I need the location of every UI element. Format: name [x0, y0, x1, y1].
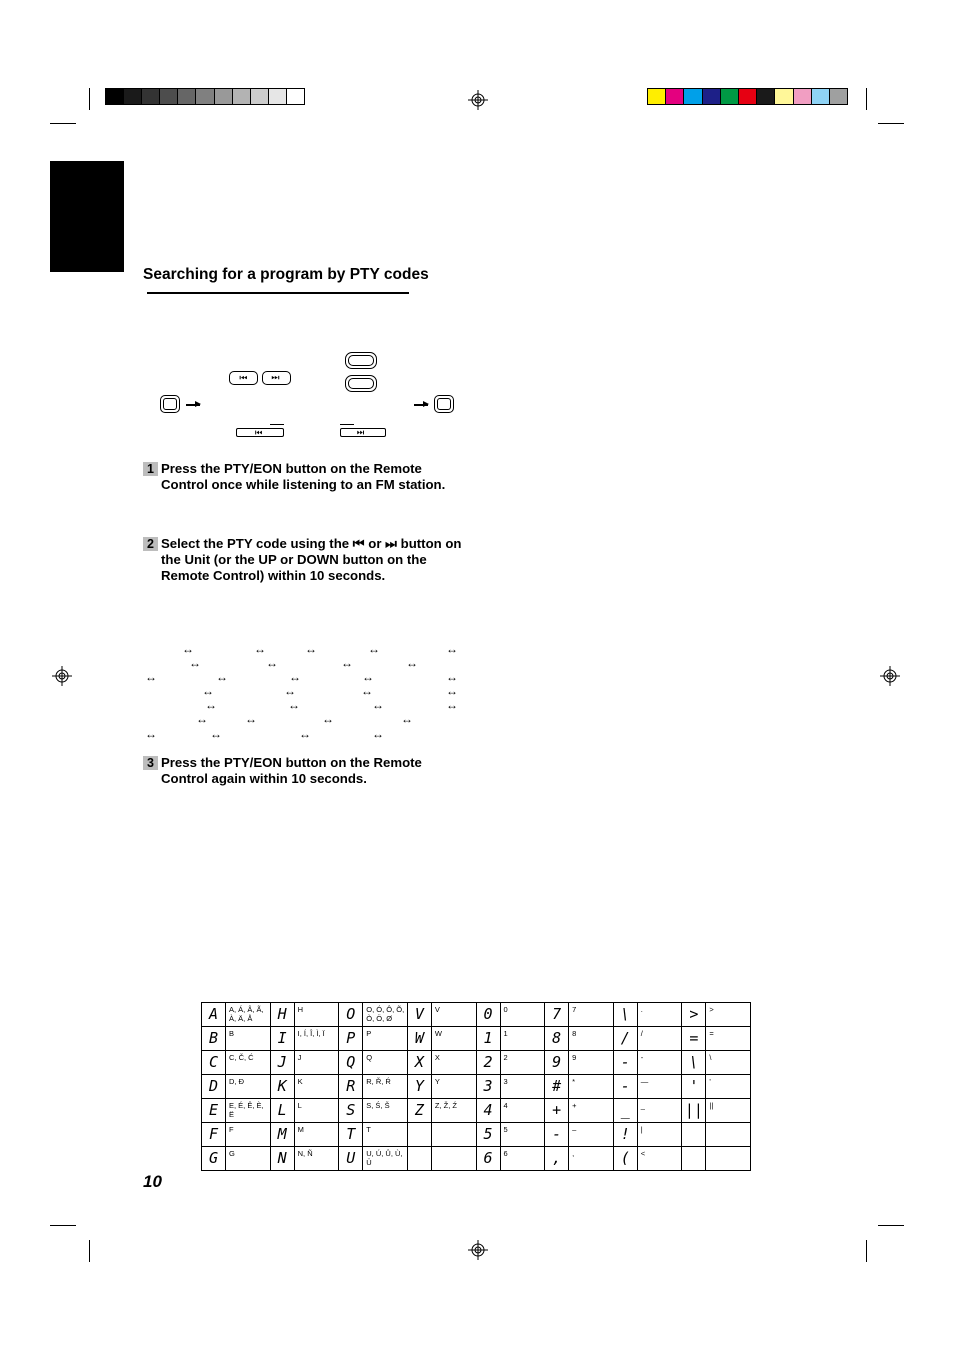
- left-right-arrow-icon: ↔: [446, 698, 458, 712]
- grey-swatch: [269, 89, 287, 104]
- display-glyph: /: [613, 1027, 637, 1051]
- left-right-arrow-icon: ↔: [266, 656, 278, 670]
- crop-mark: [89, 88, 90, 110]
- color-swatch: [739, 89, 757, 104]
- grey-swatch: [124, 89, 142, 104]
- language-tab: [50, 161, 124, 272]
- character-value: 9: [569, 1051, 614, 1075]
- display-glyph: >: [682, 1003, 706, 1027]
- section-heading-text: Searching for a program by PTY codes: [143, 266, 429, 283]
- character-value: 1: [500, 1027, 545, 1051]
- display-glyph: [682, 1147, 706, 1171]
- character-value: .: [637, 1003, 682, 1027]
- left-right-arrow-icon: ↔: [446, 684, 458, 698]
- display-glyph: 5: [476, 1123, 500, 1147]
- display-glyph: B: [202, 1027, 226, 1051]
- display-glyph: X: [407, 1051, 431, 1075]
- display-glyph: I: [270, 1027, 294, 1051]
- grey-swatch: [178, 89, 196, 104]
- display-glyph: Q: [339, 1051, 363, 1075]
- display-glyph: ||: [682, 1099, 706, 1123]
- left-right-arrow-icon: ↔: [401, 712, 413, 726]
- step-2: [143, 536, 463, 584]
- left-right-arrow-icon: ↔: [245, 712, 257, 726]
- display-glyph: \: [613, 1003, 637, 1027]
- right-arrow-icon: [186, 404, 200, 406]
- section-heading: [143, 266, 463, 302]
- table-row: [202, 1123, 751, 1147]
- display-glyph: F: [202, 1123, 226, 1147]
- character-value: —: [637, 1075, 682, 1099]
- display-glyph: P: [339, 1027, 363, 1051]
- display-glyph: [407, 1123, 431, 1147]
- character-value: T: [363, 1123, 408, 1147]
- display-glyph: [682, 1123, 706, 1147]
- grey-swatch: [142, 89, 160, 104]
- character-value: O, Ó, Ô, Õ, Ò, Ö, Ø: [363, 1003, 408, 1027]
- color-calibration-bar: [647, 88, 848, 105]
- display-glyph: Y: [407, 1075, 431, 1099]
- character-value: <: [637, 1147, 682, 1171]
- character-value: R, Ř, Ŕ: [363, 1075, 408, 1099]
- table-row: [202, 1051, 751, 1075]
- display-glyph: _: [613, 1099, 637, 1123]
- skip-forward-icon: [263, 372, 290, 384]
- character-value: 2: [500, 1051, 545, 1075]
- display-glyph: -: [613, 1075, 637, 1099]
- step-2-text: Select the PTY code using the ⏮ or ⏭ button on the Unit (or the UP or DOWN button on the Remote Control) within 10 seconds.: [161, 536, 462, 583]
- character-value: –: [569, 1123, 614, 1147]
- left-right-arrow-icon: ↔: [196, 712, 208, 726]
- character-value: W: [431, 1027, 476, 1051]
- step-1-text: Press the PTY/EON button on the Remote Control once while listening to an FM station.: [161, 461, 446, 492]
- character-value: *: [569, 1075, 614, 1099]
- display-glyph: M: [270, 1123, 294, 1147]
- display-glyph: K: [270, 1075, 294, 1099]
- character-value: I, Í, Î, Ì, Ï: [294, 1027, 339, 1051]
- character-value: B: [226, 1027, 271, 1051]
- pty-eon-button-illustration: [434, 395, 454, 413]
- character-value: >: [706, 1003, 751, 1027]
- display-glyph: 1: [476, 1027, 500, 1051]
- color-swatch: [703, 89, 721, 104]
- display-glyph: D: [202, 1075, 226, 1099]
- table-row: [202, 1003, 751, 1027]
- character-value: 8: [569, 1027, 614, 1051]
- step-number-badge: 2: [143, 537, 158, 551]
- left-right-arrow-icon: ↔: [446, 642, 458, 656]
- left-right-arrow-icon: ↔: [202, 684, 214, 698]
- display-glyph: U: [339, 1147, 363, 1171]
- character-value: E, É, Ê, È, Ë: [226, 1099, 271, 1123]
- grey-swatch: [215, 89, 233, 104]
- display-glyph: N: [270, 1147, 294, 1171]
- left-right-arrow-icon: ↔: [361, 684, 373, 698]
- character-table: [201, 1002, 751, 1171]
- crop-mark: [866, 88, 867, 110]
- left-right-arrow-icon: ↔: [289, 670, 301, 684]
- display-glyph: J: [270, 1051, 294, 1075]
- character-value: [431, 1123, 476, 1147]
- crop-mark: [866, 1240, 867, 1262]
- up-button-illustration: [345, 352, 377, 369]
- page-number: 10: [143, 1172, 162, 1191]
- character-value: =: [706, 1027, 751, 1051]
- display-glyph: 6: [476, 1147, 500, 1171]
- diagram-leader-line: [270, 424, 284, 425]
- display-glyph: 3: [476, 1075, 500, 1099]
- skip-back-icon: [230, 372, 257, 384]
- character-value: 5: [500, 1123, 545, 1147]
- left-right-arrow-icon: ↔: [284, 684, 296, 698]
- character-value: G: [226, 1147, 271, 1171]
- display-glyph: E: [202, 1099, 226, 1123]
- left-right-arrow-icon: ↔: [145, 670, 157, 684]
- display-glyph: (: [613, 1147, 637, 1171]
- character-value: F: [226, 1123, 271, 1147]
- character-value: X: [431, 1051, 476, 1075]
- color-swatch: [812, 89, 830, 104]
- left-right-arrow-icon: ↔: [305, 642, 317, 656]
- left-right-arrow-icon: ↔: [299, 727, 311, 741]
- display-glyph: -: [545, 1123, 569, 1147]
- display-glyph: C: [202, 1051, 226, 1075]
- display-glyph: W: [407, 1027, 431, 1051]
- display-glyph: 7: [545, 1003, 569, 1027]
- character-value: ||: [706, 1099, 751, 1123]
- crop-mark: [50, 123, 76, 124]
- left-right-arrow-icon: ↔: [322, 712, 334, 726]
- character-value: /: [637, 1027, 682, 1051]
- character-value: D, Đ: [226, 1075, 271, 1099]
- left-right-arrow-icon: ↔: [362, 670, 374, 684]
- character-value: H: [294, 1003, 339, 1027]
- color-swatch: [775, 89, 793, 104]
- display-glyph: #: [545, 1075, 569, 1099]
- display-glyph: \: [682, 1051, 706, 1075]
- display-glyph: 0: [476, 1003, 500, 1027]
- character-value: A, Á, Â, Ã, À, Ä, Å: [226, 1003, 271, 1027]
- registration-mark-icon: [52, 666, 72, 686]
- character-value: V: [431, 1003, 476, 1027]
- character-value: K: [294, 1075, 339, 1099]
- registration-mark-icon: [880, 666, 900, 686]
- crop-mark: [89, 1240, 90, 1262]
- character-value: Y: [431, 1075, 476, 1099]
- character-value: +: [569, 1099, 614, 1123]
- table-row: [202, 1147, 751, 1171]
- registration-mark-icon: [468, 1240, 488, 1260]
- display-glyph: =: [682, 1027, 706, 1051]
- grey-swatch: [251, 89, 269, 104]
- left-right-arrow-icon: ↔: [341, 656, 353, 670]
- display-glyph: O: [339, 1003, 363, 1027]
- character-value: 4: [500, 1099, 545, 1123]
- crop-mark: [50, 1225, 76, 1226]
- character-value: 0: [500, 1003, 545, 1027]
- display-glyph: L: [270, 1099, 294, 1123]
- display-glyph: H: [270, 1003, 294, 1027]
- left-right-arrow-icon: ↔: [205, 698, 217, 712]
- unit-skip-back-button-illustration: [236, 428, 284, 437]
- step-number-badge: 1: [143, 462, 158, 476]
- left-right-arrow-icon: ↔: [216, 670, 228, 684]
- color-swatch: [684, 89, 702, 104]
- display-glyph: ': [682, 1075, 706, 1099]
- left-right-arrow-icon: ↔: [210, 727, 222, 741]
- character-value: |: [637, 1123, 682, 1147]
- step-3-text: Press the PTY/EON button on the Remote Control again within 10 seconds.: [161, 755, 422, 786]
- display-glyph: Z: [407, 1099, 431, 1123]
- table-row: [202, 1075, 751, 1099]
- crop-mark: [878, 1225, 904, 1226]
- display-glyph: 9: [545, 1051, 569, 1075]
- display-glyph: +: [545, 1099, 569, 1123]
- left-right-arrow-icon: ↔: [254, 642, 266, 656]
- skip-forward-icon: [341, 429, 385, 436]
- display-glyph: 8: [545, 1027, 569, 1051]
- diagram-leader-line: [340, 424, 354, 425]
- unit-skip-forward-button-illustration: [340, 428, 386, 437]
- character-value: [431, 1147, 476, 1171]
- heading-rule: [147, 292, 409, 294]
- crop-mark: [878, 123, 904, 124]
- skip-back-icon: [237, 429, 283, 436]
- character-value: 6: [500, 1147, 545, 1171]
- display-glyph: [407, 1147, 431, 1171]
- display-glyph: G: [202, 1147, 226, 1171]
- character-value: [706, 1123, 751, 1147]
- left-right-arrow-icon: ↔: [372, 727, 384, 741]
- left-right-arrow-icon: ↔: [288, 698, 300, 712]
- character-value: Z, Ž, Ź: [431, 1099, 476, 1123]
- step-3: [143, 755, 463, 787]
- character-value: [706, 1147, 751, 1171]
- display-glyph: A: [202, 1003, 226, 1027]
- left-right-arrow-icon: ↔: [182, 642, 194, 656]
- character-value: J: [294, 1051, 339, 1075]
- character-value: U, Ú, Û, Ù, Ü: [363, 1147, 408, 1171]
- character-value: Q: [363, 1051, 408, 1075]
- grey-swatch: [106, 89, 124, 104]
- color-swatch: [794, 89, 812, 104]
- character-value: 3: [500, 1075, 545, 1099]
- grey-swatch: [160, 89, 178, 104]
- display-glyph: V: [407, 1003, 431, 1027]
- display-glyph: S: [339, 1099, 363, 1123]
- color-swatch: [757, 89, 775, 104]
- color-swatch: [830, 89, 847, 104]
- pty-eon-button-illustration: [160, 395, 180, 413]
- display-glyph: -: [613, 1051, 637, 1075]
- grey-swatch: [287, 89, 304, 104]
- registration-mark-icon: [468, 90, 488, 110]
- skip-back-button-illustration: [229, 371, 258, 385]
- left-right-arrow-icon: ↔: [189, 656, 201, 670]
- grayscale-calibration-bar: [105, 88, 305, 105]
- left-right-arrow-icon: ↔: [368, 642, 380, 656]
- character-value: \: [706, 1051, 751, 1075]
- character-value: S, Ś, Š: [363, 1099, 408, 1123]
- table-row: [202, 1099, 751, 1123]
- step-number-badge: 3: [143, 756, 158, 770]
- character-value: _: [637, 1099, 682, 1123]
- grey-swatch: [233, 89, 251, 104]
- table-row: [202, 1027, 751, 1051]
- character-value: ,: [569, 1147, 614, 1171]
- character-value: 7: [569, 1003, 614, 1027]
- down-button-illustration: [345, 375, 377, 392]
- display-glyph: ,: [545, 1147, 569, 1171]
- left-right-arrow-icon: ↔: [145, 727, 157, 741]
- step-1: [143, 461, 463, 493]
- grey-swatch: [196, 89, 214, 104]
- display-glyph: !: [613, 1123, 637, 1147]
- left-right-arrow-icon: ↔: [446, 670, 458, 684]
- character-value: -: [637, 1051, 682, 1075]
- display-glyph: T: [339, 1123, 363, 1147]
- character-value: N, Ñ: [294, 1147, 339, 1171]
- display-glyph: 2: [476, 1051, 500, 1075]
- character-value: ': [706, 1075, 751, 1099]
- left-right-arrow-icon: ↔: [406, 656, 418, 670]
- color-swatch: [648, 89, 666, 104]
- character-value: C, Č, Ć: [226, 1051, 271, 1075]
- character-value: M: [294, 1123, 339, 1147]
- right-arrow-icon: [414, 404, 428, 406]
- color-swatch: [666, 89, 684, 104]
- skip-forward-button-illustration: [262, 371, 291, 385]
- character-value: P: [363, 1027, 408, 1051]
- color-swatch: [721, 89, 739, 104]
- left-right-arrow-icon: ↔: [372, 698, 384, 712]
- display-glyph: R: [339, 1075, 363, 1099]
- character-value: L: [294, 1099, 339, 1123]
- display-glyph: 4: [476, 1099, 500, 1123]
